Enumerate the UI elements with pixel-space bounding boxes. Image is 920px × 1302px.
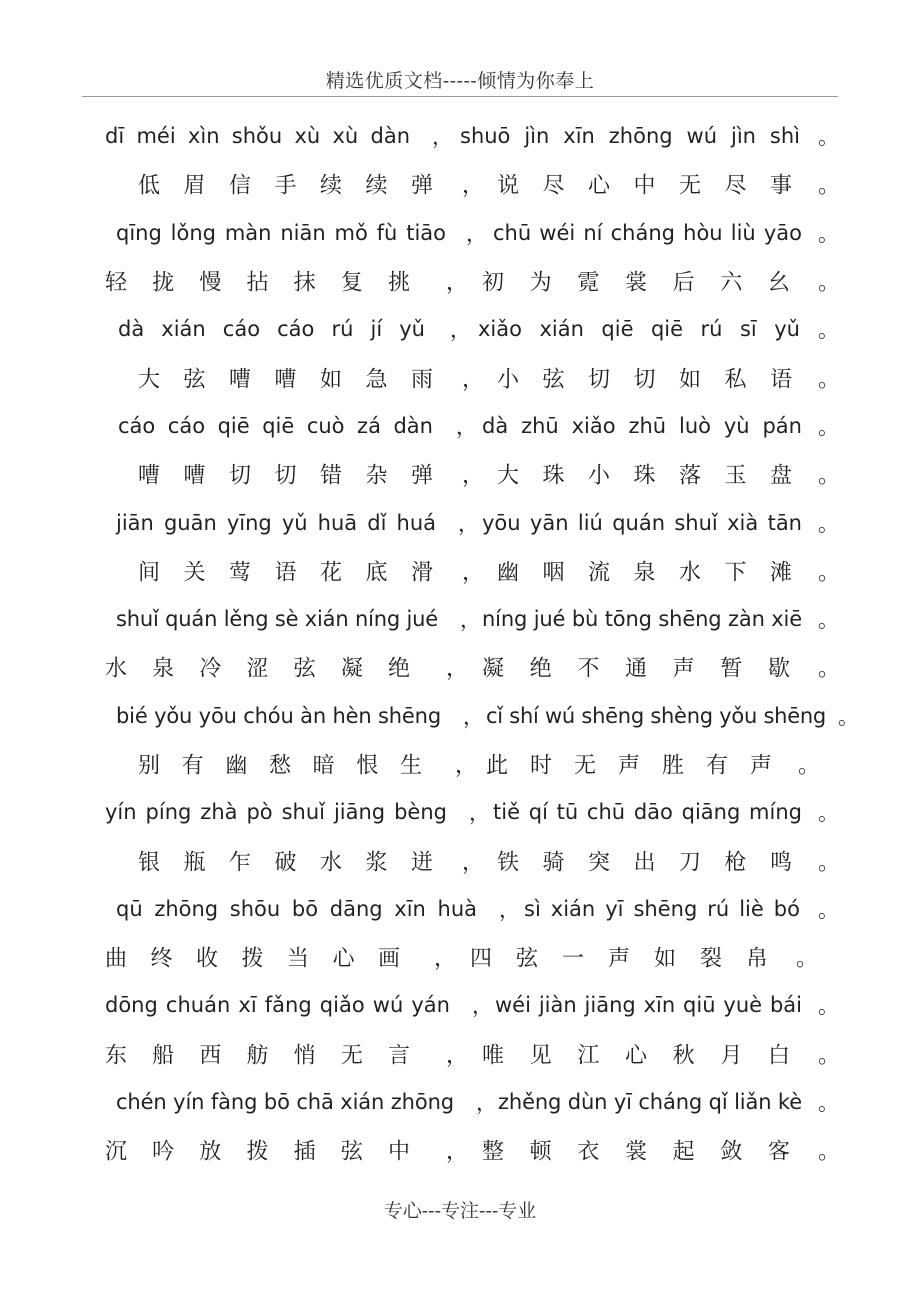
line-comma: ， bbox=[462, 560, 485, 586]
line-period: 。 bbox=[818, 173, 841, 199]
line-comma: ， bbox=[446, 270, 469, 296]
pinyin-line bbox=[0, 498, 920, 546]
line-second-half: shuō jìn xīn zhōng wú jìn shì bbox=[460, 124, 800, 149]
line-second-half: 幽 咽 流 泉 水 下 滩 bbox=[497, 560, 792, 586]
line-comma: ， bbox=[462, 173, 485, 199]
hanzi-line bbox=[0, 836, 920, 884]
line-first-half: 轻 拢 慢 拈 抹 复 挑 bbox=[105, 270, 410, 296]
line-second-half: 四 弦 一 声 如 裂 帛 bbox=[470, 946, 768, 972]
line-period: 。 bbox=[818, 511, 839, 536]
line-first-half: yín píng zhà pò shuǐ jiāng bèng bbox=[105, 800, 447, 825]
hanzi-line bbox=[0, 1030, 920, 1078]
line-second-half: 此 时 无 声 胜 有 声 bbox=[486, 753, 772, 779]
line-second-half: níng jué bù tōng shēng zàn xiē bbox=[482, 607, 802, 632]
line-comma: ， bbox=[456, 414, 477, 439]
line-second-half: 凝 绝 不 通 声 暂 歇 bbox=[482, 656, 790, 682]
line-period: 。 bbox=[798, 753, 821, 779]
pinyin-line bbox=[0, 112, 920, 160]
line-second-half: wéi jiàn jiāng xīn qiū yuè bái bbox=[495, 993, 802, 1018]
line-second-half: sì xián yī shēng rú liè bó bbox=[524, 896, 800, 921]
line-first-half: cáo cáo qiē qiē cuò zá dàn bbox=[118, 413, 433, 438]
pinyin-line bbox=[0, 981, 920, 1029]
hanzi-line bbox=[0, 1126, 920, 1174]
line-second-half: tiě qí tū chū dāo qiāng míng bbox=[493, 800, 802, 825]
line-second-half: 小 弦 切 切 如 私 语 bbox=[497, 367, 792, 393]
line-first-half: shuǐ quán lěng sè xián níng jué bbox=[116, 607, 438, 632]
line-comma: ， bbox=[460, 608, 481, 633]
pinyin-line bbox=[0, 692, 920, 740]
hanzi-line bbox=[0, 643, 920, 691]
line-period: 。 bbox=[818, 125, 839, 150]
line-first-half: 沉 吟 放 拨 插 弦 中 bbox=[105, 1139, 410, 1165]
line-second-half: cǐ shí wú shēng shèng yǒu shēng bbox=[486, 703, 826, 728]
line-second-half: yōu yān liú quán shuǐ xià tān bbox=[482, 510, 802, 535]
hanzi-line bbox=[0, 257, 920, 305]
hanzi-line bbox=[0, 160, 920, 208]
line-period: 。 bbox=[818, 1043, 841, 1069]
line-period: 。 bbox=[818, 414, 839, 439]
line-first-half: jiān guān yīng yǔ huā dǐ huá bbox=[116, 510, 436, 535]
page-footer: 专心---专注---专业 bbox=[383, 1200, 537, 1222]
line-second-half: 唯 见 江 心 秋 月 白 bbox=[482, 1043, 790, 1069]
line-second-half: 铁 骑 突 出 刀 枪 鸣 bbox=[497, 850, 792, 876]
pinyin-line bbox=[0, 402, 920, 450]
line-first-half: 东 船 西 舫 悄 无 言 bbox=[105, 1043, 410, 1069]
line-period: 。 bbox=[818, 221, 839, 246]
line-period: 。 bbox=[818, 1139, 841, 1165]
hanzi-line bbox=[0, 450, 920, 498]
header-divider bbox=[82, 96, 838, 97]
poem-body bbox=[0, 112, 920, 1175]
line-period: 。 bbox=[818, 318, 839, 343]
line-period: 。 bbox=[818, 801, 839, 826]
line-second-half: xiǎo xián qiē qiē rú sī yǔ bbox=[478, 317, 800, 342]
line-comma: ， bbox=[469, 801, 490, 826]
pinyin-line bbox=[0, 1078, 920, 1126]
line-first-half: 大 弦 嘈 嘈 如 急 雨 bbox=[138, 367, 433, 393]
hanzi-line bbox=[0, 933, 920, 981]
line-second-half: zhěng dùn yī cháng qǐ liǎn kè bbox=[498, 1090, 802, 1115]
line-second-half: dà zhū xiǎo zhū luò yù pán bbox=[482, 413, 802, 438]
line-first-half: dōng chuán xī fǎng qiǎo wú yán bbox=[105, 993, 450, 1018]
page-header: 精选优质文档-----倾情为你奉上 bbox=[325, 70, 595, 92]
pinyin-line bbox=[0, 595, 920, 643]
line-first-half: qīng lǒng màn niān mǒ fù tiāo bbox=[116, 220, 446, 245]
hanzi-line bbox=[0, 353, 920, 401]
line-period: 。 bbox=[818, 994, 839, 1019]
pinyin-line bbox=[0, 885, 920, 933]
line-comma: ， bbox=[462, 367, 485, 393]
pinyin-line bbox=[0, 209, 920, 257]
hanzi-line bbox=[0, 547, 920, 595]
line-period: 。 bbox=[818, 897, 839, 922]
hanzi-line bbox=[0, 740, 920, 788]
line-comma: ， bbox=[450, 318, 471, 343]
line-comma: ， bbox=[463, 704, 484, 729]
line-second-half: 初 为 霓 裳 后 六 幺 bbox=[482, 270, 790, 296]
pinyin-line bbox=[0, 305, 920, 353]
line-first-half: dī méi xìn shǒu xù xù dàn bbox=[105, 124, 410, 149]
line-period: 。 bbox=[818, 1091, 839, 1116]
line-period: 。 bbox=[818, 270, 841, 296]
line-comma: ， bbox=[472, 994, 493, 1019]
line-first-half: 银 瓶 乍 破 水 浆 迸 bbox=[138, 850, 433, 876]
line-period: 。 bbox=[818, 850, 841, 876]
line-comma: ， bbox=[446, 1139, 469, 1165]
line-comma: ， bbox=[476, 1091, 497, 1116]
line-first-half: dà xián cáo cáo rú jí yǔ bbox=[118, 317, 425, 342]
line-comma: ， bbox=[432, 125, 453, 150]
line-comma: ， bbox=[499, 897, 520, 922]
line-period: 。 bbox=[818, 463, 841, 489]
line-first-half: 别 有 幽 愁 暗 恨 生 bbox=[138, 753, 422, 779]
line-comma: ， bbox=[462, 463, 485, 489]
line-comma: ， bbox=[462, 850, 485, 876]
line-comma: ， bbox=[434, 946, 457, 972]
line-comma: ， bbox=[458, 511, 479, 536]
line-period: 。 bbox=[796, 946, 819, 972]
line-first-half: chén yín fàng bō chā xián zhōng bbox=[116, 1090, 454, 1115]
line-period: 。 bbox=[818, 560, 841, 586]
line-comma: ， bbox=[455, 753, 478, 779]
line-comma: ， bbox=[446, 656, 469, 682]
line-comma: ， bbox=[446, 1043, 469, 1069]
line-first-half: 低 眉 信 手 续 续 弹 bbox=[138, 173, 433, 199]
line-first-half: 间 关 莺 语 花 底 滑 bbox=[138, 560, 433, 586]
line-period: 。 bbox=[818, 608, 839, 633]
line-first-half: bié yǒu yōu chóu àn hèn shēng bbox=[116, 703, 441, 728]
line-first-half: 水 泉 冷 涩 弦 凝 绝 bbox=[105, 656, 410, 682]
line-second-half: 说 尽 心 中 无 尽 事 bbox=[497, 173, 792, 199]
pinyin-line bbox=[0, 788, 920, 836]
line-comma: ， bbox=[466, 221, 487, 246]
line-second-half: chū wéi ní cháng hòu liù yāo bbox=[493, 220, 802, 245]
line-first-half: 嘈 嘈 切 切 错 杂 弹 bbox=[138, 463, 433, 489]
line-second-half: 大 珠 小 珠 落 玉 盘 bbox=[497, 463, 792, 489]
line-period: 。 bbox=[818, 367, 841, 393]
line-period: 。 bbox=[818, 656, 841, 682]
line-period: 。 bbox=[838, 704, 859, 729]
line-second-half: 整 顿 衣 裳 起 敛 客 bbox=[482, 1139, 790, 1165]
line-first-half: qū zhōng shōu bō dāng xīn huà bbox=[116, 896, 477, 921]
line-first-half: 曲 终 收 拨 当 心 画 bbox=[105, 946, 400, 972]
